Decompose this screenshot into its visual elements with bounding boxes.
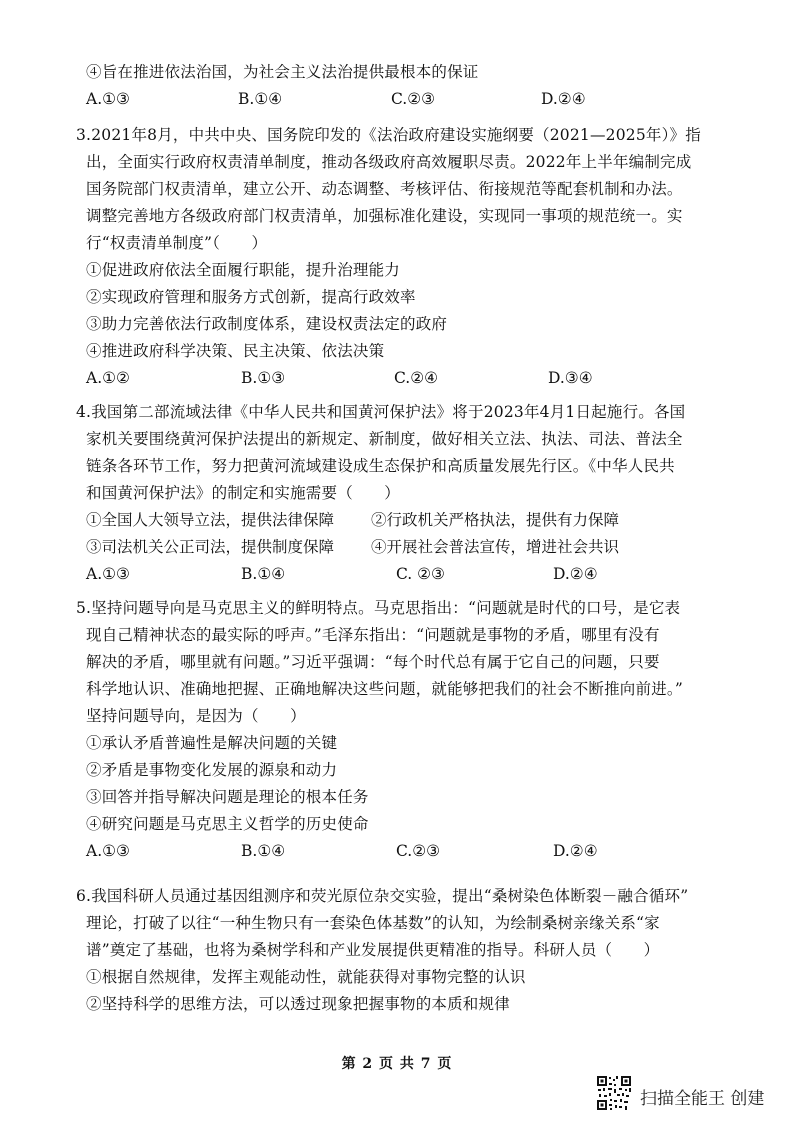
q3-item-3: ③助力完善依法行政制度体系，建设权责法定的政府 bbox=[86, 315, 448, 333]
q5-option-d: D.②④ bbox=[553, 842, 598, 860]
q5-stem-line-1: 5.坚持问题导向是马克思主义的鲜明特点。马克思指出：“问题就是时代的口号，是它表 bbox=[76, 599, 681, 617]
q3-item-2: ②实现政府管理和服务方式创新，提高行政效率 bbox=[86, 288, 416, 306]
q6-stem-line-3: 谱”奠定了基础，也将为桑树学科和产业发展提供更精准的指导。科研人员（ ） bbox=[86, 941, 660, 959]
qr-code-icon bbox=[596, 1075, 632, 1111]
q5-options bbox=[86, 841, 646, 861]
q5-item-3: ③回答并指导解决问题是理论的根本任务 bbox=[86, 788, 369, 806]
q4-item-1: ①全国人大领导立法，提供法律保障 bbox=[86, 511, 335, 529]
q5-option-a: A.①③ bbox=[86, 842, 130, 860]
q4-option-a: A.①③ bbox=[86, 565, 130, 583]
q3-option-d: D.③④ bbox=[548, 369, 593, 387]
q4-number: 4. bbox=[76, 403, 92, 421]
q6-stem-line-1: 6.我国科研人员通过基因组测序和荧光原位杂交实验，提出“桑树染色体断裂－融合循环” bbox=[76, 887, 689, 905]
q3-stem-line-1: 3.2021年8月，中共中央、国务院印发的《法治政府建设实施纲要（2021—2025年）》指 bbox=[76, 126, 701, 144]
q5-stem-line-2: 现自己精神状态的最实际的呼声。”毛泽东指出：“问题就是事物的矛盾，哪里有没有 bbox=[86, 626, 660, 644]
q4-stem-line-2: 家机关要围绕黄河保护法提出的新规定、新制度，做好相关立法、执法、司法、普法全 bbox=[86, 430, 683, 448]
q4-items-row-1 bbox=[86, 510, 686, 530]
q4-stem-line-3: 链条各环节工作，努力把黄河流域建设成生态保护和高质量发展先行区。《中华人民共 bbox=[86, 457, 675, 475]
q4-options bbox=[86, 564, 646, 584]
q6-item-2: ②坚持科学的思维方法，可以透过现象把握事物的本质和规律 bbox=[86, 995, 510, 1013]
q4-stem-line-4: 和国黄河保护法》的制定和实施需要（ ） bbox=[86, 484, 401, 502]
q4-item-3: ③司法机关公正司法，提供制度保障 bbox=[86, 538, 335, 556]
q3-item-4: ④推进政府科学决策、民主决策、依法决策 bbox=[86, 342, 385, 360]
q6-stem-line-2: 理论，打破了以往“一种生物只有一套染色体基数”的认知，为绘制桑树亲缘关系“家 bbox=[86, 914, 660, 932]
q3-number: 3. bbox=[76, 126, 92, 144]
q2-options bbox=[86, 89, 646, 109]
q3-option-a: A.①② bbox=[86, 369, 130, 387]
page-footer: 第 2 页 共 7 页 bbox=[341, 1056, 453, 1072]
q5-item-2: ②矛盾是事物变化发展的源泉和动力 bbox=[86, 761, 338, 779]
q3-stem-line-4: 调整完善地方各级政府部门权责清单，加强标准化建设，实现同一事项的规范统一。实 bbox=[86, 207, 683, 225]
q5-stem-line-4: 科学地认识、准确地把握、正确地解决这些问题，就能够把我们的社会不断推向前进。” bbox=[86, 680, 683, 698]
q3-stem-line-2: 出，全面实行政府权责清单制度，推动各级政府高效履职尽责。2022年上半年编制完成 bbox=[86, 153, 692, 171]
q4-stem-line-1: 4.我国第二部流域法律《中华人民共和国黄河保护法》将于2023年4月1日起施行。各国 bbox=[76, 403, 686, 421]
q4-option-d: D.②④ bbox=[553, 565, 598, 583]
q5-option-c: C.②③ bbox=[396, 842, 441, 860]
q3-stem-line-3: 国务院部门权责清单，建立公开、动态调整、考核评估、衔接规范等配套机制和办法。 bbox=[86, 180, 683, 198]
watermark-text: 扫描全能王 创建 bbox=[640, 1089, 765, 1109]
q5-item-4: ④研究问题是马克思主义哲学的历史使命 bbox=[86, 815, 369, 833]
q2-option-d: D.②④ bbox=[541, 90, 586, 108]
q2-option-b: B.①④ bbox=[238, 90, 283, 108]
q5-stem-line-5: 坚持问题导向，是因为（ ） bbox=[86, 707, 306, 725]
q4-option-b: B.①④ bbox=[241, 565, 286, 583]
q3-option-b: B.①③ bbox=[241, 369, 286, 387]
q6-number: 6. bbox=[76, 887, 92, 905]
q4-items-row-2 bbox=[86, 537, 686, 557]
q5-option-b: B.①④ bbox=[241, 842, 286, 860]
scanner-watermark bbox=[596, 1075, 786, 1115]
q3-option-c: C.②④ bbox=[394, 369, 439, 387]
q2-option-a: A.①③ bbox=[86, 90, 130, 108]
q5-number: 5. bbox=[76, 599, 92, 617]
q3-stem-line-5: 行“权责清单制度”（ ） bbox=[86, 234, 268, 252]
q3-item-1: ①促进政府依法全面履行职能，提升治理能力 bbox=[86, 261, 401, 279]
q2-item-4: ④旨在推进依法治国，为社会主义法治提供最根本的保证 bbox=[86, 63, 479, 81]
q5-item-1: ①承认矛盾普遍性是解决问题的关键 bbox=[86, 734, 338, 752]
q5-stem-line-3: 解决的矛盾，哪里就有问题。”习近平强调：“每个时代总有属于它自己的问题，只要 bbox=[86, 653, 660, 671]
q4-option-c: C. ②③ bbox=[396, 565, 445, 583]
q4-item-2: ②行政机关严格执法，提供有力保障 bbox=[371, 511, 620, 529]
q4-item-4: ④开展社会普法宣传，增进社会共识 bbox=[371, 538, 620, 556]
q6-item-1: ①根据自然规律，发挥主观能动性，就能获得对事物完整的认识 bbox=[86, 968, 526, 986]
q3-options bbox=[86, 368, 646, 388]
q2-option-c: C.②③ bbox=[391, 90, 436, 108]
